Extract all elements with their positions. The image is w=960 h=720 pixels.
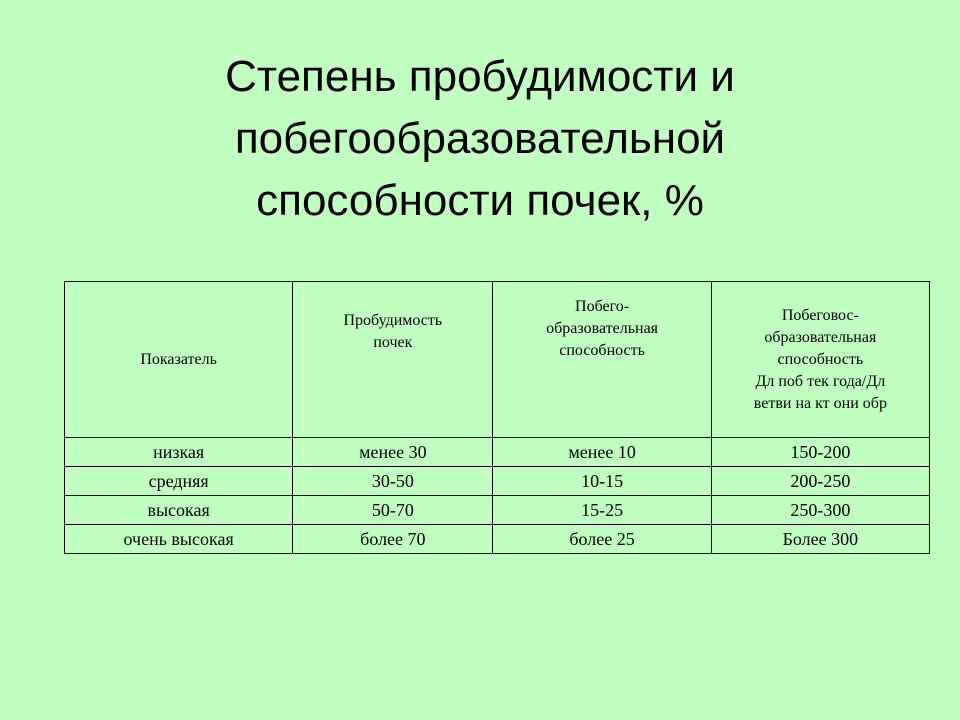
table-row: [65, 438, 930, 467]
cell-awakening: менее 30: [293, 438, 493, 467]
cell-awakening: 30-50: [293, 467, 493, 496]
header-bud-awakening-line: Пробудимость: [343, 312, 443, 329]
cell-shoot-forming: 10-15: [493, 467, 711, 496]
table-row: [65, 467, 930, 496]
slide-title: [60, 46, 900, 232]
header-shoot-forming-2-line: ветви на кт они обр: [753, 394, 887, 412]
header-shoot-forming-line: способность: [559, 342, 645, 359]
header-shoot-forming-2-line: Дл поб тек года/Дл: [755, 372, 886, 390]
cell-awakening: 50-70: [293, 496, 493, 525]
cell-shoot-forming-2: 200-250: [711, 467, 929, 496]
cell-awakening: более 70: [293, 525, 493, 554]
cell-indicator: очень высокая: [65, 525, 293, 554]
title-line-1: Степень пробудимости и: [225, 52, 735, 101]
header-shoot-forming-2-line: способность: [777, 350, 864, 368]
bud-capacity-table: [64, 281, 930, 554]
title-line-2: побегообразовательной: [234, 114, 726, 163]
header-shoot-forming-2-line: Побеговос-: [781, 306, 859, 324]
title-line-3: способности почек, %: [256, 176, 704, 225]
cell-shoot-forming-2: 150-200: [711, 438, 929, 467]
header-indicator-text: Показатель: [140, 350, 217, 368]
cell-indicator: низкая: [65, 438, 293, 467]
cell-indicator: высокая: [65, 496, 293, 525]
header-shoot-forming-line: Побего-: [575, 298, 630, 315]
table-header-row: [65, 282, 930, 438]
cell-shoot-forming: 15-25: [493, 496, 711, 525]
cell-shoot-forming-2: Более 300: [711, 525, 929, 554]
table-row: [65, 496, 930, 525]
header-shoot-forming-2-line: образовательная: [764, 328, 877, 346]
cell-shoot-forming-2: 250-300: [711, 496, 929, 525]
header-shoot-forming-line: образовательная: [546, 320, 659, 337]
header-bud-awakening-line: почек: [373, 334, 413, 351]
cell-shoot-forming: более 25: [493, 525, 711, 554]
header-shoot-forming: [493, 282, 711, 438]
cell-shoot-forming: менее 10: [493, 438, 711, 467]
cell-indicator: средняя: [65, 467, 293, 496]
header-indicator: [65, 282, 293, 438]
table-row: [65, 525, 930, 554]
header-bud-awakening: [293, 282, 493, 438]
header-shoot-forming-2: [711, 282, 929, 438]
